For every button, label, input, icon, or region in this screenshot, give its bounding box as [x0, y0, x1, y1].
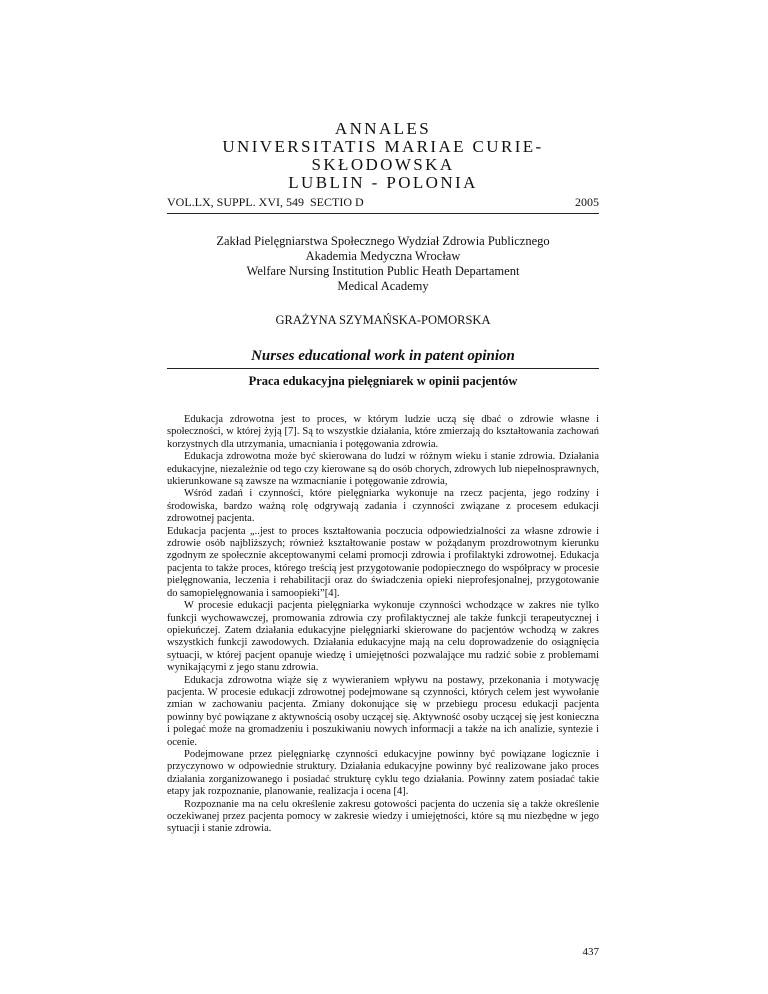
article-page [167, 119, 599, 958]
affiliation-line: Akademia Medyczna Wrocław [305, 249, 461, 263]
journal-header [167, 120, 599, 192]
body-paragraph: Edukacja pacjenta „..jest to proces kształtowania poczucia odpowiedzialności za własne zdrowie i zdrowie osób najbliższych; również kształtowanie postaw w pożądanym prozdrowotnym kierunku zgodnym ze społecznie akceptowanymi celami promocji zdrowia i profilaktyki zdrowotnej. Edukacja pacjenta to także proces, którego treścią jest przygotowanie podopiecznego do współpracy w procesie pielęgnowania, leczenia i rehabilitacji oraz do świadczenia opieki nieprofesjonalnej, przygotowanie do samopielęgnowania i samoopieki”[4]. [167, 525, 599, 599]
article-title-english: Nurses educational work in patent opinion [251, 348, 515, 364]
affiliation-line: Welfare Nursing Institution Public Heath Departament [246, 264, 520, 278]
journal-name-line2: UNIVERSITATIS MARIAE CURIE-SKŁODOWSKA [222, 137, 544, 174]
journal-name-line3: LUBLIN - POLONIA [288, 173, 478, 192]
body-paragraph: Podejmowane przez pielęgniarkę czynności edukacyjne powinny być powiązane logicznie i przyczynowo w odpowiednie struktury. Działania edukacyjne powinny być realizowane jako proces działania zorganizowanego i posiadać strukturę cyklu tego działania. Powinny zatem posiadać takie etapy jak rozpoznanie, planowanie, realizacja i ocena [4]. [167, 748, 599, 798]
affiliation-line: Zakład Pielęgniarstwa Społecznego Wydział Zdrowia Publicznego [216, 234, 550, 248]
section-info: SECTIO D [310, 195, 364, 209]
article-body [167, 414, 599, 836]
affiliation-line: Medical Academy [337, 279, 429, 293]
year-info: 2005 [575, 195, 599, 209]
journal-name-line1: ANNALES [334, 119, 432, 138]
body-paragraph: Edukacja zdrowotna wiąże się z wywieraniem wpływu na postawy, przekonania i motywację pacjenta. W procesie edukacji zdrowotnej podejmowane są czynności, których celem jest wywołanie zmian w zachowaniu pacjenta. Zmiany dokonujące się w przebiegu procesu edukacji pacjenta powinny być powiązane z aktywnością osoby uczącej się. Aktywność osoby uczącej się jest konieczna i polegać może na gromadzeniu i poszukiwaniu nowych informacji a także na ich analizie, syntezie i ocenie. [167, 674, 599, 748]
body-paragraph: W procesie edukacji pacjenta pielęgniarka wykonuje czynności wchodzące w zakres nie tylko funkcji wychowawczej, promowania zdrowia czy profilaktycznej ale także funkcji terapeutycznej i opiekuńczej. Zatem działania edukacyjne pielęgniarki skierowane do pacjentów wchodzą w zakres wszystkich funkcji zawodowych. Działania edukacyjne mają na celu doprowadzenie do osiągnięcia sytuacji, w której pacjent opanuje wiedzę i umiejętności pozwalające mu radzić sobie z problemami wynikającymi z jego stanu zdrowia. [167, 600, 599, 674]
header-divider [167, 213, 599, 214]
title-divider [167, 368, 599, 369]
body-paragraph: Wśród zadań i czynności, które pielęgniarka wykonuje na rzecz pacjenta, jego rodziny i środowiska, bardzo ważną rolę odgrywają zadania i czynności związane z procesem edukacji zdrowotnej pacjenta. [167, 488, 599, 525]
page-number: 437 [582, 946, 599, 958]
body-paragraph: Edukacja zdrowotna jest to proces, w którym ludzie uczą się dbać o zdrowie własne i społeczności, w której żyją [7]. Są to wszystkie działania, które zmierzają do kształtowania zachowań korzystnych dla utrzymania, umacniania i potęgowania zdrowia. [167, 414, 599, 450]
volume-info: VOL.LX, SUPPL. XVI, 549 [167, 195, 305, 209]
affiliation-block [167, 234, 599, 294]
author-name: GRAŻYNA SZYMAŃSKA-POMORSKA [275, 313, 491, 327]
publication-meta [167, 195, 599, 211]
article-title-polish: Praca edukacyjna pielęgniarek w opinii pacjentów [248, 374, 518, 388]
body-paragraph: Edukacja zdrowotna może być skierowana do ludzi w różnym wieku i stanie zdrowia. Działania edukacyjne, niezależnie od tego czy kierowane są do osób chorych, zdrowych lub niepełnosprawnych, ukierunkowane są zawsze na wzmacnianie i potęgowanie zdrowia, [167, 451, 599, 488]
body-paragraph: Rozpoznanie ma na celu określenie zakresu gotowości pacjenta do uczenia się a także określenie oczekiwanej przez pacjenta pomocy w zakresie wiedzy i umiejętności, które są mu niezbędne w jego sytuacji i stanie zdrowia. [167, 798, 599, 835]
